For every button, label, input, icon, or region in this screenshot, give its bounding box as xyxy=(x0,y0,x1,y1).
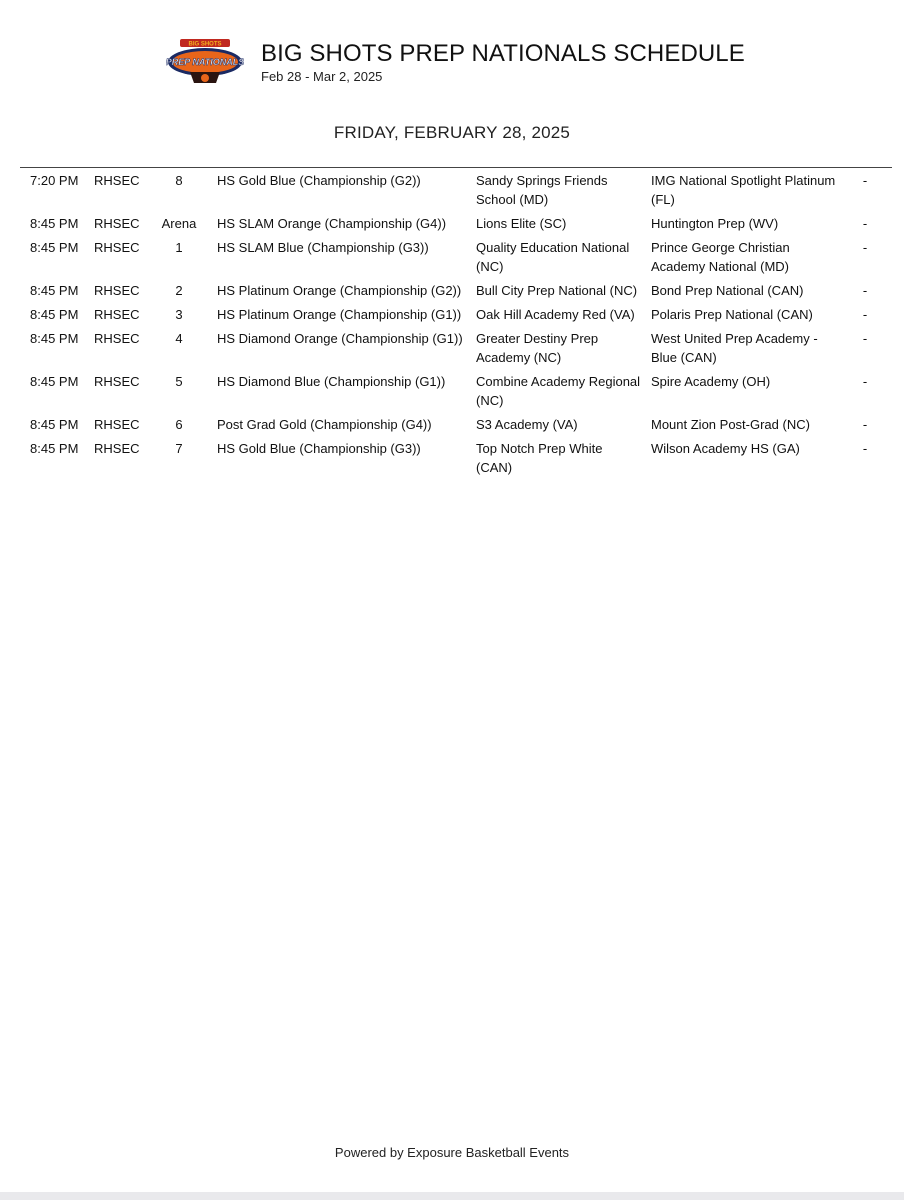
schedule-table xyxy=(20,171,892,482)
game-score: - xyxy=(862,240,868,255)
game-venue: RHSEC xyxy=(94,417,140,432)
game-division: HS Platinum Orange (Championship (G2)) xyxy=(217,283,462,298)
game-venue: RHSEC xyxy=(94,283,140,298)
game-court: 4 xyxy=(175,331,183,346)
table-row xyxy=(20,415,892,439)
team-one: Combine Academy Regional (NC) xyxy=(476,374,641,408)
footer-credit: Powered by Exposure Basketball Events xyxy=(334,1145,570,1160)
game-time: 8:45 PM xyxy=(30,307,79,322)
team-one: Top Notch Prep White (CAN) xyxy=(476,441,603,475)
game-score: - xyxy=(862,374,868,389)
team-one: S3 Academy (VA) xyxy=(476,417,578,432)
game-score: - xyxy=(862,417,868,432)
game-time: 8:45 PM xyxy=(30,441,79,456)
svg-text:PREP NATIONALS: PREP NATIONALS xyxy=(166,57,244,67)
game-score: - xyxy=(862,173,868,188)
svg-text:BIG SHOTS: BIG SHOTS xyxy=(188,41,222,48)
game-score: - xyxy=(862,441,868,456)
game-score: - xyxy=(862,307,868,322)
table-row xyxy=(20,171,892,214)
game-division: HS Diamond Orange (Championship (G1)) xyxy=(217,331,463,346)
team-two: Prince George Christian Academy National (MD) xyxy=(651,240,790,274)
team-two: Spire Academy (OH) xyxy=(651,374,771,389)
game-score: - xyxy=(862,331,868,346)
game-court: Arena xyxy=(161,216,197,231)
prep-nationals-logo xyxy=(166,36,244,86)
team-two: Polaris Prep National (CAN) xyxy=(651,307,813,322)
team-two: Mount Zion Post-Grad (NC) xyxy=(651,417,810,432)
game-division: HS Gold Blue (Championship (G3)) xyxy=(217,441,421,456)
table-row xyxy=(20,281,892,305)
table-row xyxy=(20,305,892,329)
game-court: 1 xyxy=(175,240,183,255)
game-court: 3 xyxy=(175,307,183,322)
game-division: HS SLAM Orange (Championship (G4)) xyxy=(217,216,447,231)
team-two: Bond Prep National (CAN) xyxy=(651,283,804,298)
table-row xyxy=(20,329,892,372)
table-row xyxy=(20,238,892,281)
game-court: 5 xyxy=(175,374,183,389)
team-two: IMG National Spotlight Platinum (FL) xyxy=(651,173,836,207)
game-venue: RHSEC xyxy=(94,441,140,456)
game-time: 8:45 PM xyxy=(30,417,79,432)
game-time: 8:45 PM xyxy=(30,374,79,389)
team-one: Bull City Prep National (NC) xyxy=(476,283,638,298)
schedule-header xyxy=(166,36,866,92)
game-division: HS Platinum Orange (Championship (G1)) xyxy=(217,307,462,322)
day-heading: FRIDAY, FEBRUARY 28, 2025 xyxy=(333,123,571,142)
game-court: 7 xyxy=(175,441,183,456)
game-venue: RHSEC xyxy=(94,216,140,231)
team-one: Quality Education National (NC) xyxy=(476,240,630,274)
game-time: 8:45 PM xyxy=(30,283,79,298)
game-venue: RHSEC xyxy=(94,331,140,346)
game-time: 7:20 PM xyxy=(30,173,79,188)
game-time: 8:45 PM xyxy=(30,240,79,255)
bottom-bar xyxy=(0,1192,904,1200)
table-row xyxy=(20,372,892,415)
game-division: Post Grad Gold (Championship (G4)) xyxy=(217,417,432,432)
game-time: 8:45 PM xyxy=(30,331,79,346)
game-division: HS SLAM Blue (Championship (G3)) xyxy=(217,240,429,255)
table-row xyxy=(20,439,892,482)
team-one: Oak Hill Academy Red (VA) xyxy=(476,307,635,322)
team-one: Lions Elite (SC) xyxy=(476,216,567,231)
team-two: Huntington Prep (WV) xyxy=(651,216,779,231)
page-title: BIG SHOTS PREP NATIONALS SCHEDULE xyxy=(261,40,745,67)
game-court: 2 xyxy=(175,283,183,298)
game-division: HS Gold Blue (Championship (G2)) xyxy=(217,173,421,188)
game-time: 8:45 PM xyxy=(30,216,79,231)
game-court: 8 xyxy=(175,173,183,188)
team-two: Wilson Academy HS (GA) xyxy=(651,441,800,456)
team-one: Sandy Springs Friends School (MD) xyxy=(476,173,608,207)
game-venue: RHSEC xyxy=(94,240,140,255)
game-venue: RHSEC xyxy=(94,173,140,188)
game-score: - xyxy=(862,283,868,298)
game-venue: RHSEC xyxy=(94,307,140,322)
event-dates: Feb 28 - Mar 2, 2025 xyxy=(261,69,383,84)
game-venue: RHSEC xyxy=(94,374,140,389)
team-one: Greater Destiny Prep Academy (NC) xyxy=(476,331,599,365)
game-score: - xyxy=(862,216,868,231)
table-divider xyxy=(20,167,892,168)
game-division: HS Diamond Blue (Championship (G1)) xyxy=(217,374,446,389)
table-row xyxy=(20,214,892,238)
game-court: 6 xyxy=(175,417,183,432)
team-two: West United Prep Academy - Blue (CAN) xyxy=(651,331,818,365)
